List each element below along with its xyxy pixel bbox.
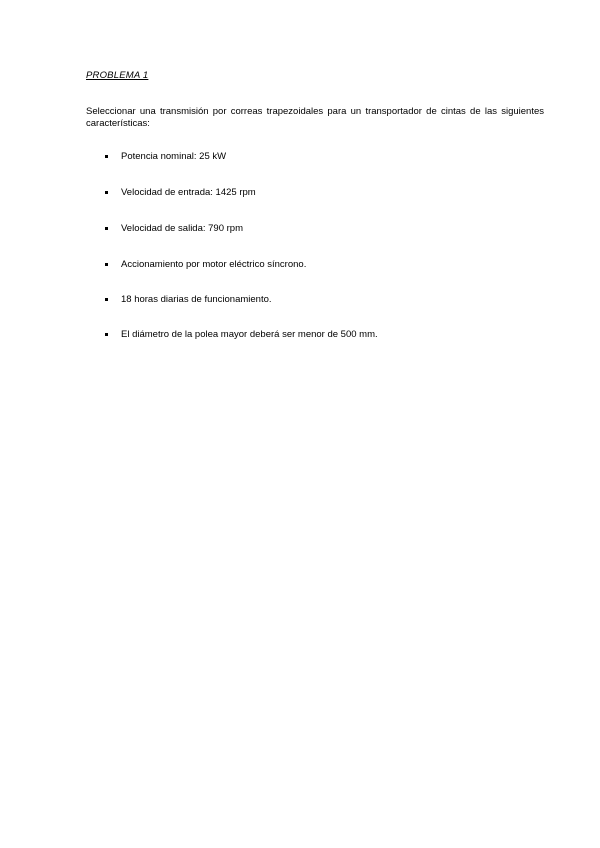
square-bullet-icon xyxy=(105,298,108,301)
list-item-text: Accionamiento por motor eléctrico síncrono. xyxy=(121,259,307,270)
list-item xyxy=(0,222,600,236)
problem-title: PROBLEMA 1 xyxy=(86,70,149,81)
list-item-text: Potencia nominal: 25 kW xyxy=(121,151,227,162)
square-bullet-icon xyxy=(105,333,108,336)
list-item xyxy=(0,150,600,164)
list-item-text: El diámetro de la polea mayor deberá ser menor de 500 mm. xyxy=(121,329,378,340)
problem-statement: Seleccionar una transmisión por correas trapezoidales para un transportador de cintas de las siguientes características: xyxy=(86,106,544,129)
list-item xyxy=(0,328,600,342)
list-item xyxy=(0,258,600,272)
list-item-text: Velocidad de entrada: 1425 rpm xyxy=(121,187,256,198)
square-bullet-icon xyxy=(105,155,108,158)
list-item xyxy=(0,186,600,200)
list-item xyxy=(0,293,600,307)
square-bullet-icon xyxy=(105,227,108,230)
square-bullet-icon xyxy=(105,191,108,194)
square-bullet-icon xyxy=(105,263,108,266)
list-item-text: Velocidad de salida: 790 rpm xyxy=(121,223,243,234)
list-item-text: 18 horas diarias de funcionamiento. xyxy=(121,294,272,305)
